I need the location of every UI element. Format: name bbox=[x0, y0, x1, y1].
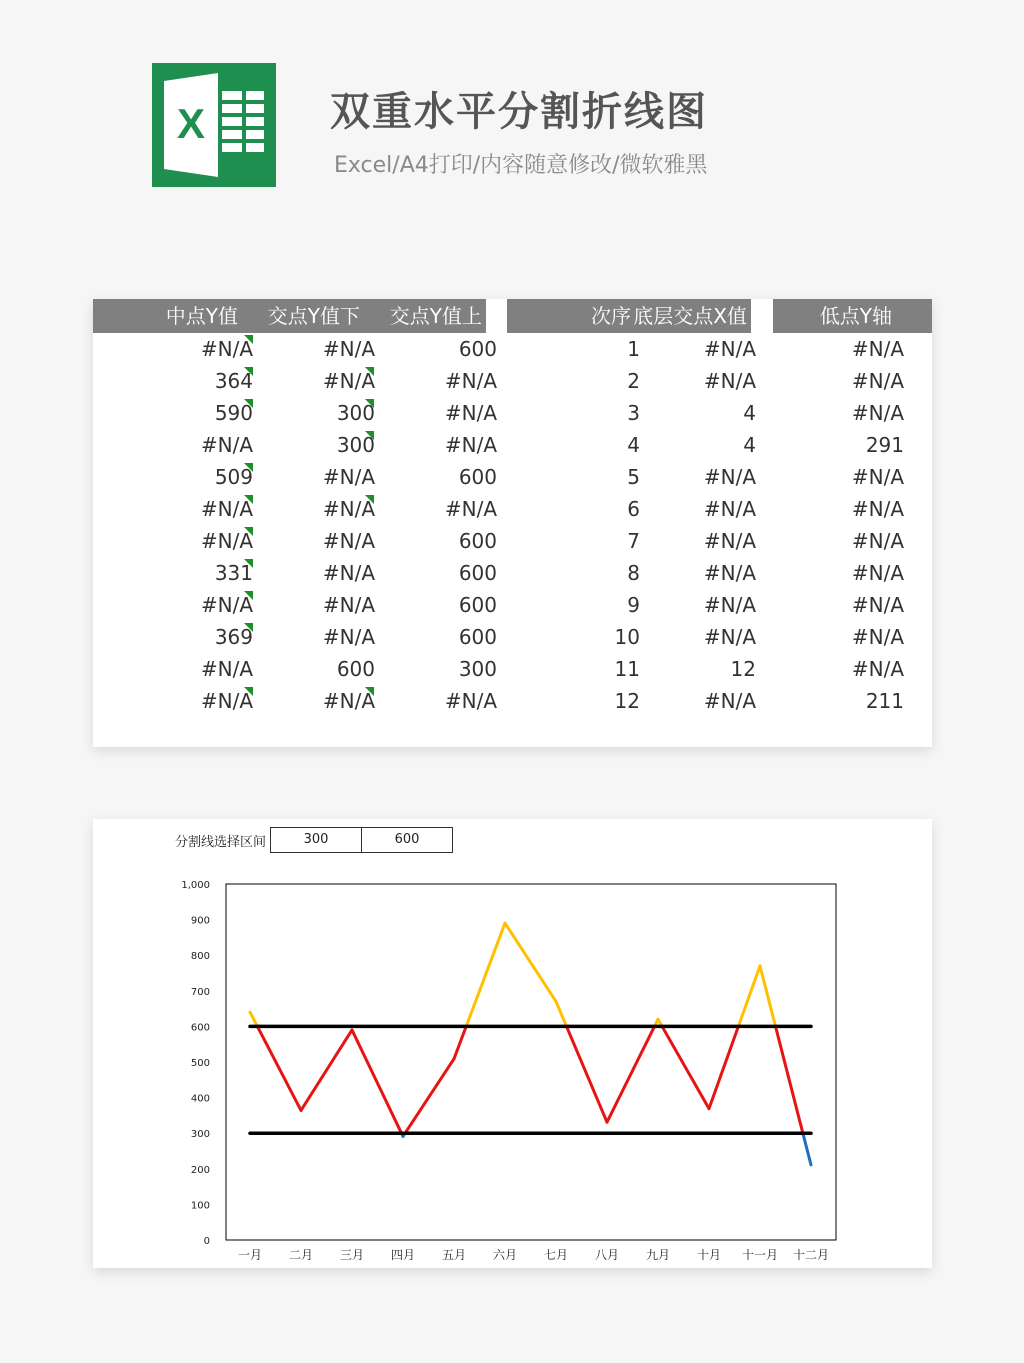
error-flag-icon bbox=[244, 687, 253, 696]
table-row bbox=[93, 557, 932, 589]
cell-base-cross-x[interactable]: 4 bbox=[743, 433, 756, 457]
table-row bbox=[93, 621, 932, 653]
page-subtitle: Excel/A4打印/内容随意修改/微软雅黑 bbox=[334, 153, 708, 178]
table-header-group-2 bbox=[507, 299, 751, 333]
cell-mid-y[interactable]: 364 bbox=[214, 369, 253, 393]
cell-mid-y[interactable]: #N/A bbox=[200, 593, 253, 617]
cell-cross-y-up[interactable]: #N/A bbox=[444, 497, 497, 521]
cell-cross-y-low[interactable]: #N/A bbox=[322, 561, 375, 585]
error-flag-icon bbox=[244, 367, 253, 376]
table-row bbox=[93, 429, 932, 461]
error-flag-icon bbox=[244, 623, 253, 632]
excel-logo-icon bbox=[152, 63, 276, 187]
cell-seq[interactable]: 5 bbox=[627, 465, 640, 489]
data-table-panel bbox=[93, 299, 932, 747]
y-tick-label: 900 bbox=[190, 915, 210, 927]
cell-mid-y[interactable]: #N/A bbox=[200, 337, 253, 361]
cell-low-y-axis[interactable]: #N/A bbox=[851, 657, 904, 681]
cell-low-y-axis[interactable]: #N/A bbox=[851, 337, 904, 361]
table-header-group-1 bbox=[93, 299, 486, 333]
error-flag-icon bbox=[365, 431, 374, 440]
y-tick-label: 400 bbox=[190, 1093, 210, 1105]
cell-base-cross-x[interactable]: 12 bbox=[730, 657, 756, 681]
split-high-input[interactable]: 600 bbox=[361, 827, 453, 853]
cell-base-cross-x[interactable]: #N/A bbox=[703, 337, 756, 361]
cell-low-y-axis[interactable]: 291 bbox=[865, 433, 904, 457]
cell-base-cross-x[interactable]: #N/A bbox=[703, 497, 756, 521]
cell-cross-y-low[interactable]: #N/A bbox=[322, 497, 375, 521]
plot-area bbox=[226, 884, 836, 1240]
cell-base-cross-x[interactable]: 4 bbox=[743, 401, 756, 425]
table-row bbox=[93, 589, 932, 621]
cell-low-y-axis[interactable]: #N/A bbox=[851, 465, 904, 489]
error-flag-icon bbox=[244, 591, 253, 600]
cell-cross-y-up[interactable]: 600 bbox=[458, 337, 497, 361]
cell-base-cross-x[interactable]: #N/A bbox=[703, 369, 756, 393]
cell-base-cross-x[interactable]: #N/A bbox=[703, 689, 756, 713]
cell-cross-y-low[interactable]: 300 bbox=[336, 401, 375, 425]
cell-low-y-axis[interactable]: #N/A bbox=[851, 561, 904, 585]
header-cross-y-up: 交点Y值上 bbox=[389, 304, 482, 328]
header-base-cross-x: 底层交点X值 bbox=[633, 304, 747, 328]
cell-cross-y-low[interactable]: 300 bbox=[336, 433, 375, 457]
cell-seq[interactable]: 3 bbox=[627, 401, 640, 425]
cell-mid-y[interactable]: #N/A bbox=[200, 497, 253, 521]
cell-low-y-axis[interactable]: #N/A bbox=[851, 401, 904, 425]
error-flag-icon bbox=[244, 335, 253, 344]
cell-seq[interactable]: 2 bbox=[627, 369, 640, 393]
cell-mid-y[interactable]: 590 bbox=[214, 401, 253, 425]
y-tick-label: 200 bbox=[190, 1164, 210, 1176]
x-tick-label: 五月 bbox=[441, 1248, 467, 1262]
cell-seq[interactable]: 6 bbox=[627, 497, 640, 521]
cell-base-cross-x[interactable]: #N/A bbox=[703, 625, 756, 649]
y-tick-label: 500 bbox=[190, 1058, 210, 1069]
cell-seq[interactable]: 11 bbox=[614, 657, 640, 681]
table-row bbox=[93, 365, 932, 397]
table-header-group-3 bbox=[773, 299, 932, 333]
cell-base-cross-x[interactable]: #N/A bbox=[703, 465, 756, 489]
cell-cross-y-low[interactable]: #N/A bbox=[322, 625, 375, 649]
cell-cross-y-up[interactable]: 600 bbox=[458, 465, 497, 489]
cell-seq[interactable]: 12 bbox=[614, 689, 640, 713]
y-tick-label: 0 bbox=[203, 1236, 210, 1247]
x-tick-label: 七月 bbox=[543, 1248, 569, 1262]
error-flag-icon bbox=[244, 527, 253, 536]
cell-mid-y[interactable]: 331 bbox=[214, 561, 253, 585]
cell-cross-y-up[interactable]: #N/A bbox=[444, 401, 497, 425]
x-tick-label: 六月 bbox=[492, 1248, 518, 1262]
cell-low-y-axis[interactable]: #N/A bbox=[851, 625, 904, 649]
svg-text:X: X bbox=[176, 100, 206, 147]
table-row bbox=[93, 397, 932, 429]
cell-cross-y-up[interactable]: 300 bbox=[458, 657, 497, 681]
cell-cross-y-up[interactable]: #N/A bbox=[444, 369, 497, 393]
page-title: 双重水平分割折线图 bbox=[330, 89, 708, 135]
table-row bbox=[93, 685, 932, 717]
y-tick-label: 300 bbox=[190, 1129, 210, 1141]
y-tick-label: 1,000 bbox=[181, 880, 210, 891]
cell-cross-y-up[interactable]: 600 bbox=[458, 593, 497, 617]
cell-low-y-axis[interactable]: #N/A bbox=[851, 593, 904, 617]
cell-cross-y-low[interactable]: #N/A bbox=[322, 465, 375, 489]
header-seq: 次序 bbox=[591, 304, 631, 328]
x-tick-label: 四月 bbox=[390, 1248, 416, 1262]
error-flag-icon bbox=[244, 495, 253, 504]
cell-seq[interactable]: 8 bbox=[627, 561, 640, 585]
cell-cross-y-up[interactable]: #N/A bbox=[444, 689, 497, 713]
cell-cross-y-low[interactable]: #N/A bbox=[322, 529, 375, 553]
header-mid-y: 中点Y值 bbox=[165, 304, 238, 328]
error-flag-icon bbox=[365, 495, 374, 504]
split-low-input[interactable]: 300 bbox=[270, 827, 362, 853]
table-row bbox=[93, 333, 932, 365]
y-tick-label: 100 bbox=[190, 1200, 210, 1212]
cell-cross-y-low[interactable]: #N/A bbox=[322, 369, 375, 393]
cell-seq[interactable]: 1 bbox=[627, 337, 640, 361]
cell-base-cross-x[interactable]: #N/A bbox=[703, 529, 756, 553]
y-tick-label: 700 bbox=[190, 986, 210, 998]
header-low-y-axis: 低点Y轴 bbox=[819, 304, 892, 328]
y-tick-label: 800 bbox=[190, 951, 210, 963]
error-flag-icon bbox=[244, 463, 253, 472]
x-tick-label: 十二月 bbox=[792, 1248, 830, 1262]
split-range-label: 分割线选择区间 bbox=[175, 835, 267, 850]
cell-cross-y-up[interactable]: 600 bbox=[458, 529, 497, 553]
cell-mid-y[interactable]: 509 bbox=[214, 465, 253, 489]
x-tick-label: 二月 bbox=[288, 1248, 314, 1262]
cell-low-y-axis[interactable]: #N/A bbox=[851, 497, 904, 521]
error-flag-icon bbox=[365, 399, 374, 408]
y-tick-label: 600 bbox=[190, 1022, 210, 1034]
cell-cross-y-low[interactable]: #N/A bbox=[322, 337, 375, 361]
x-tick-label: 十月 bbox=[696, 1248, 722, 1262]
error-flag-icon bbox=[244, 399, 253, 408]
cell-cross-y-low[interactable]: #N/A bbox=[322, 689, 375, 713]
x-tick-label: 八月 bbox=[594, 1248, 620, 1262]
table-row bbox=[93, 525, 932, 557]
cell-seq[interactable]: 9 bbox=[627, 593, 640, 617]
cell-cross-y-up[interactable]: 600 bbox=[458, 561, 497, 585]
table-row bbox=[93, 461, 932, 493]
cell-seq[interactable]: 4 bbox=[627, 433, 640, 457]
cell-cross-y-up[interactable]: 600 bbox=[458, 625, 497, 649]
cell-low-y-axis[interactable]: #N/A bbox=[851, 529, 904, 553]
cell-low-y-axis[interactable]: 211 bbox=[865, 689, 904, 713]
cell-cross-y-low[interactable]: #N/A bbox=[322, 593, 375, 617]
cell-mid-y[interactable]: #N/A bbox=[200, 433, 253, 457]
cell-low-y-axis[interactable]: #N/A bbox=[851, 369, 904, 393]
cell-seq[interactable]: 7 bbox=[627, 529, 640, 553]
cell-mid-y[interactable]: #N/A bbox=[200, 689, 253, 713]
table-row bbox=[93, 493, 932, 525]
x-tick-label: 一月 bbox=[237, 1248, 263, 1262]
cell-mid-y[interactable]: #N/A bbox=[200, 529, 253, 553]
table-row bbox=[93, 653, 932, 685]
error-flag-icon bbox=[365, 687, 374, 696]
x-tick-label: 九月 bbox=[645, 1248, 671, 1262]
cell-cross-y-low[interactable]: 600 bbox=[336, 657, 375, 681]
chart-panel bbox=[93, 819, 932, 1268]
x-tick-label: 十一月 bbox=[741, 1248, 779, 1262]
cell-mid-y[interactable]: #N/A bbox=[200, 657, 253, 681]
cell-base-cross-x[interactable]: #N/A bbox=[703, 561, 756, 585]
cell-base-cross-x[interactable]: #N/A bbox=[703, 593, 756, 617]
error-flag-icon bbox=[365, 367, 374, 376]
cell-mid-y[interactable]: 369 bbox=[214, 625, 253, 649]
line-chart bbox=[93, 819, 932, 1268]
x-tick-label: 三月 bbox=[339, 1248, 365, 1262]
header-cross-y-low: 交点Y值下 bbox=[267, 304, 360, 328]
cell-cross-y-up[interactable]: #N/A bbox=[444, 433, 497, 457]
error-flag-icon bbox=[244, 559, 253, 568]
cell-seq[interactable]: 10 bbox=[614, 625, 640, 649]
